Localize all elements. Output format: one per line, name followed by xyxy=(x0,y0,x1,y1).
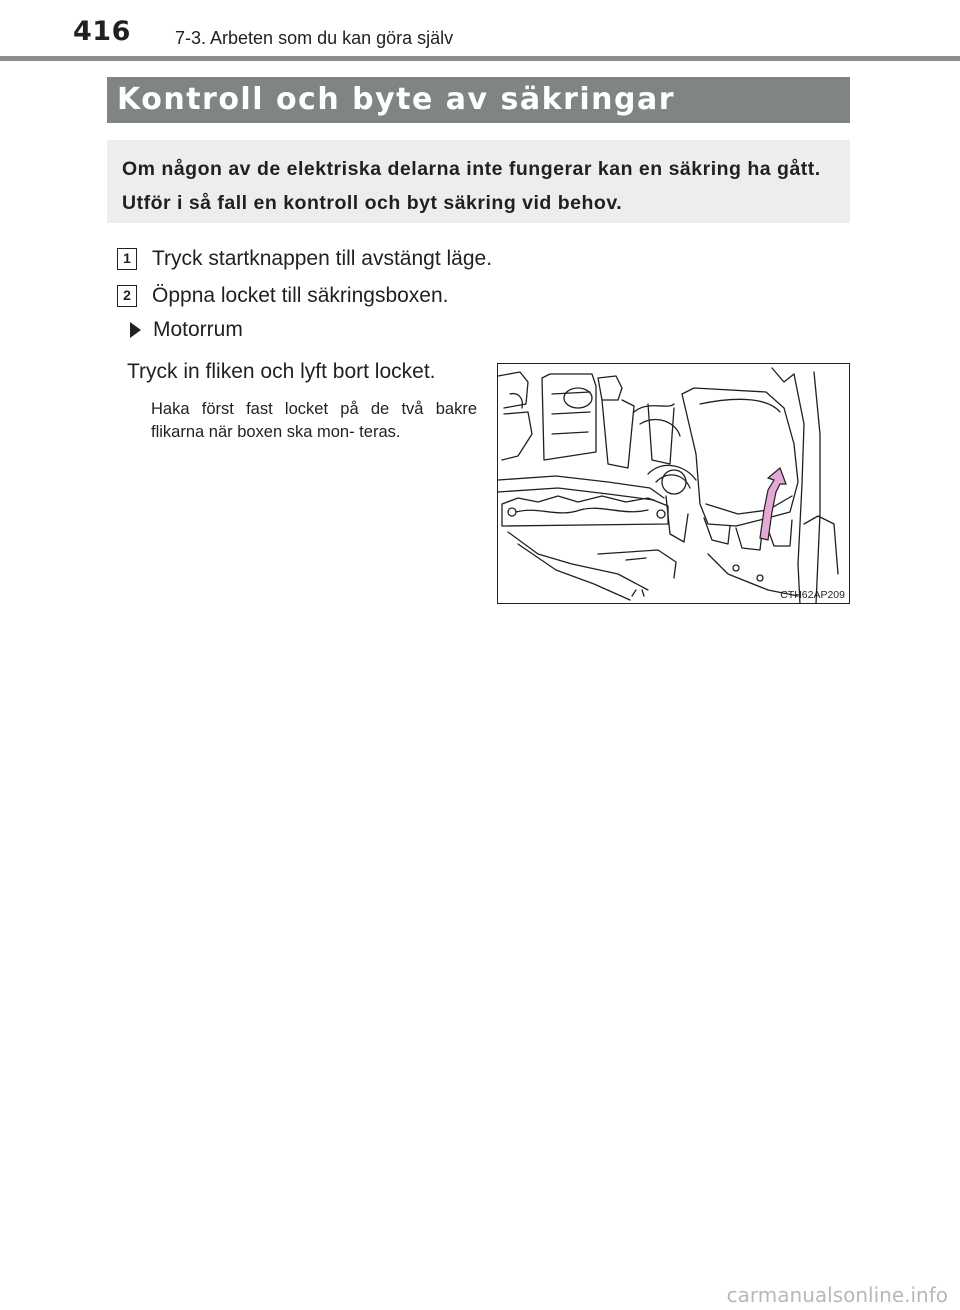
step-2 xyxy=(117,284,449,308)
intro-text: Om någon av de elektriska delarna inte fungerar kan en säkring ha gått. Utför i så fall en kontroll och byt säkring vid behov. xyxy=(122,158,821,214)
running-head: 7-3. Arbeten som du kan göra själv xyxy=(175,28,454,48)
header-rule xyxy=(0,56,960,61)
subsection-label: Motorrum xyxy=(153,318,243,341)
step-number-badge: 1 xyxy=(117,248,137,270)
triangle-bullet-icon xyxy=(130,322,141,338)
step-1 xyxy=(117,247,492,271)
page-number: 416 xyxy=(73,16,131,47)
note-text: Haka först fast locket på de två bakre flikarna när boxen ska mon- teras. xyxy=(151,400,477,441)
watermark: carmanualsonline.info xyxy=(726,1283,948,1307)
engine-compartment-illustration-icon xyxy=(498,364,850,604)
subsection-heading xyxy=(130,318,243,342)
step-text: Tryck startknappen till avstängt läge. xyxy=(152,247,493,270)
step-text: Öppna locket till säkringsboxen. xyxy=(152,284,449,307)
step-number-badge: 2 xyxy=(117,285,137,307)
engine-compartment-figure xyxy=(497,363,850,604)
instruction-text: Tryck in fliken och lyft bort locket. xyxy=(127,360,436,383)
section-title: Kontroll och byte av säkringar xyxy=(117,82,676,117)
figure-code: CTH62AP209 xyxy=(780,589,845,601)
section-title-bar xyxy=(107,77,850,123)
lift-arrow xyxy=(760,468,786,540)
intro-box xyxy=(107,140,850,223)
